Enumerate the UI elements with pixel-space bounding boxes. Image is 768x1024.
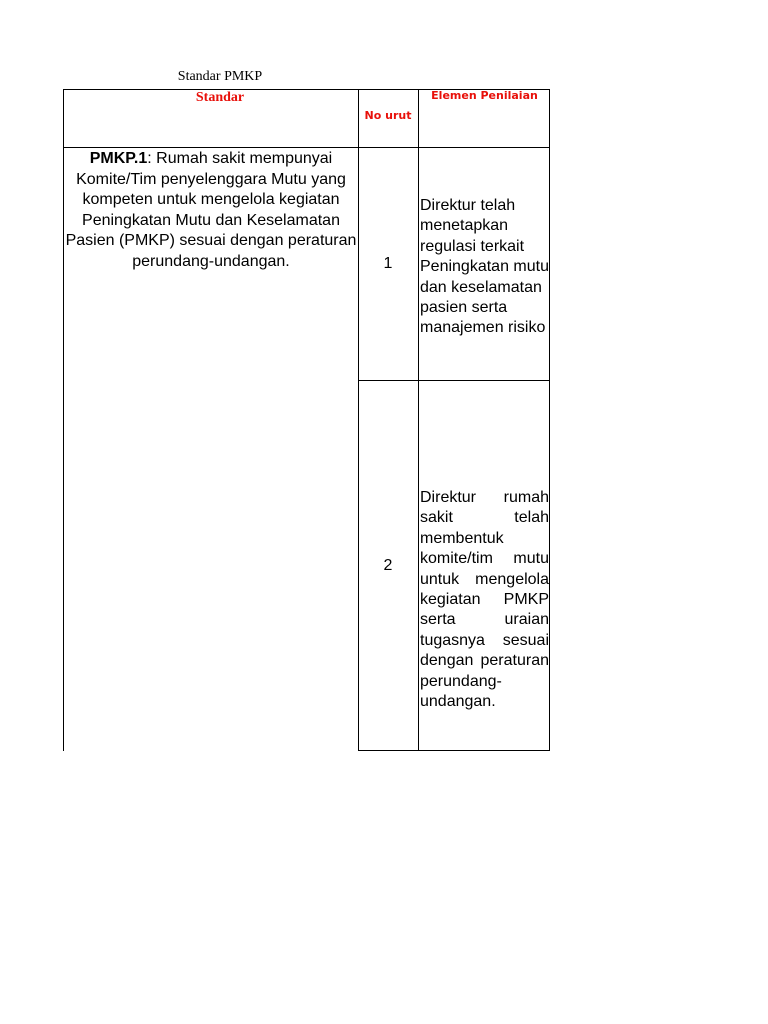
standard-text: : Rumah sakit mempunyai Komite/Tim penyelenggara Mutu yang kompeten untuk mengelola kegiatan Peningkatan Mutu dan Keselamatan Pasien (PMKP) sesuai dengan peraturan perundang-undangan.: [65, 150, 357, 270]
border-row2-bottom: [358, 750, 550, 751]
document-title: Standar PMKP: [177, 69, 263, 84]
border-col2: [418, 89, 419, 751]
elemen-penilaian-2: Direktur rumah sakit telah membentuk komite/tim mutu untuk mengelola kegiatan PMKP serta uraian tugasnya sesuai dengan peraturan perundang-undangan.: [420, 489, 549, 711]
border-right: [549, 89, 550, 751]
border-col1: [358, 89, 359, 751]
border-header-bottom: [63, 147, 550, 148]
header-elemen-penilaian: Elemen Penilaian: [431, 89, 538, 102]
header-no-urut: No urut: [364, 109, 412, 122]
standard-description: [64, 149, 358, 272]
header-standar: Standar: [195, 90, 245, 105]
standard-code: PMKP.1: [89, 150, 148, 167]
elemen-penilaian-1: Direktur telah menetapkan regulasi terkait Peningkatan mutu dan keselamatan pasien serta manajemen risiko: [420, 197, 549, 337]
row-number-1: 1: [383, 255, 393, 272]
border-row1-bottom: [358, 380, 550, 381]
row-number-2: 2: [383, 557, 393, 574]
